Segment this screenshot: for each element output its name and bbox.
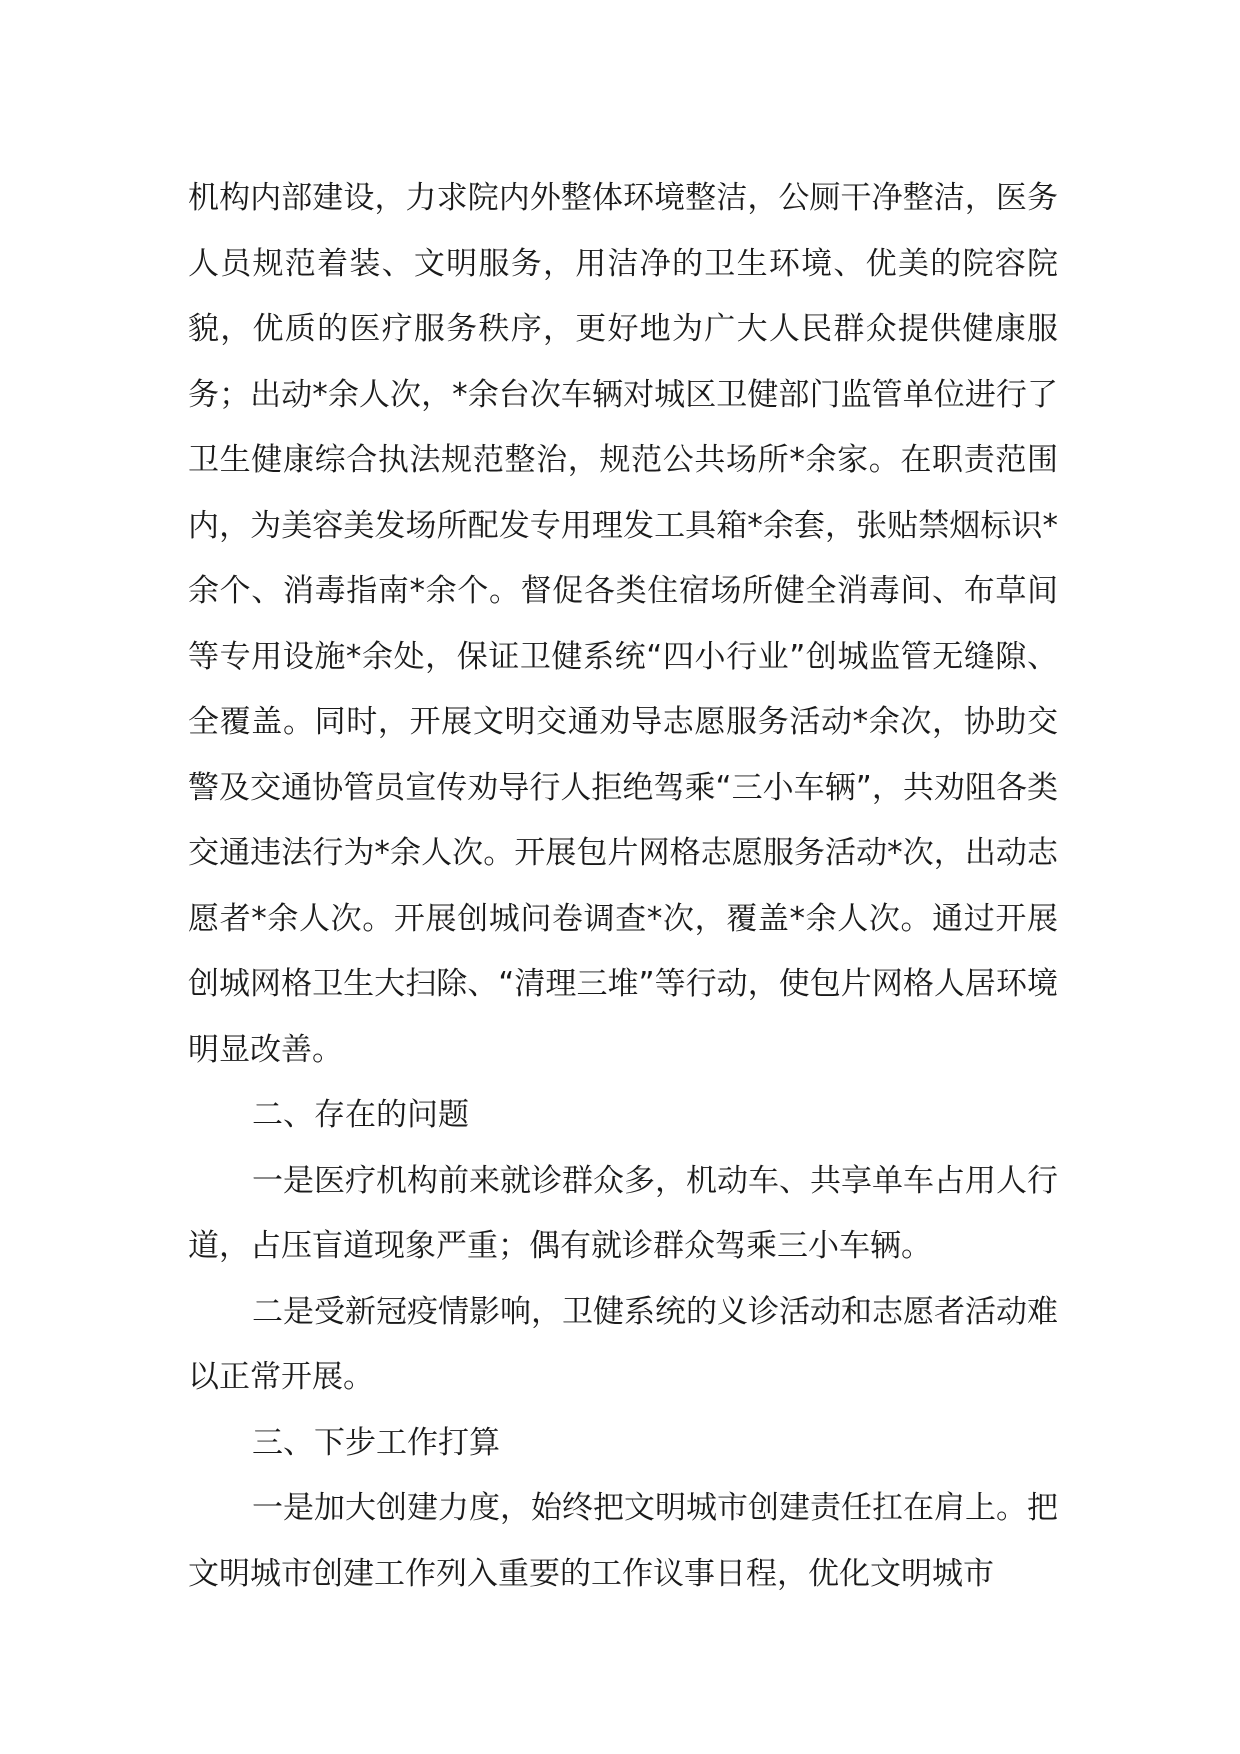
problem-item-2: 二是受新冠疫情影响，卫健系统的义诊活动和志愿者活动难以正常开展。 (188, 1293, 1058, 1395)
section-heading-next-steps: 三、下步工作打算 (252, 1424, 500, 1461)
problem-item-1: 一是医疗机构前来就诊群众多，机动车、共享单车占用人行道，占压盲道现象严重；偶有就诊群众驾乘三小车辆。 (188, 1162, 1058, 1264)
next-step-item-1: 一是加大创建力度，始终把文明城市创建责任扛在肩上。把文明城市创建工作列入重要的工作议事日程，优化文明城市 (188, 1490, 1058, 1592)
document-body (188, 166, 1058, 1607)
section-heading-problems: 二、存在的问题 (252, 1097, 469, 1133)
body-paragraph: 机构内部建设，力求院内外整体环境整洁，公厕干净整洁，医务人员规范着装、文明服务，用洁净的卫生环境、优美的院容院貌，优质的医疗服务秩序，更好地为广大人民群众提供健康服务；出动*余人次，*余台次车辆对城区卫健部门监管单位进行了卫生健康综合执法规范整治，规范公共场所*余家。在职责范围内，为美容美发场所配发专用理发工具箱*余套，张贴禁烟标识*余个、消毒指南*余个。督促各类住宿场所健全消毒间、布草间等专用设施*余处，保证卫健系统“四小行业”创城监管无缝隙、全覆盖。同时，开展文明交通劝导志愿服务活动*余次，协助交警及交通协管员宣传劝导行人拒绝驾乘“三小车辆”，共劝阻各类交通违法行为*余人次。开展包片网格志愿服务活动*次，出动志愿者*余人次。开展创城问卷调查*次，覆盖*余人次。通过开展创城网格卫生大扫除、“清理三堆”等行动，使包片网格人居环境明显改善。 (188, 180, 1058, 1068)
